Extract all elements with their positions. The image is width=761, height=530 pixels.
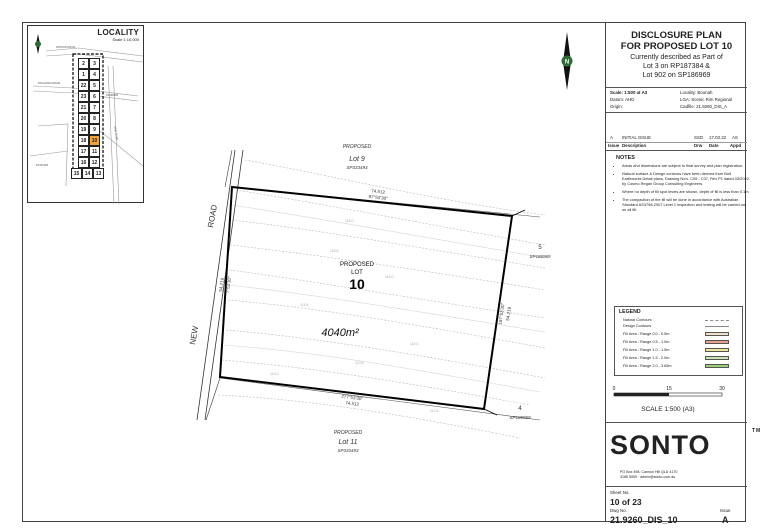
locality-lot: 21: [78, 102, 89, 113]
lot4-plan: SP186969: [509, 415, 531, 420]
locality-lot: 1: [78, 69, 89, 80]
lot11-label-plan: SP333493: [337, 448, 359, 453]
lot5-number: 5: [538, 245, 542, 251]
west-boundary-bearing: 7°53'30": [224, 276, 233, 294]
legend-fill-label: Fill Area - Range 1.0 - 1.5m: [623, 348, 670, 352]
locality-map: [27, 25, 144, 203]
revision-issue: A: [610, 135, 613, 140]
locality-road-label: SP186969: [106, 94, 119, 97]
north-boundary-bearing: 97°53'30": [368, 194, 389, 202]
scale-tick-0: 0: [612, 386, 616, 392]
locality-lot: 23: [78, 91, 89, 102]
divider: [606, 422, 747, 423]
drawing-number-value: 21.9260_DIS_10: [610, 515, 678, 525]
lot10-label-number: 10: [349, 276, 365, 292]
locality-lot: 9: [89, 124, 100, 135]
cadfile-info: Cadfile: 21.9260_DIS_A: [680, 104, 728, 109]
company-logo: [610, 428, 761, 460]
plan-description: [606, 53, 747, 80]
locality-lot: 22: [78, 80, 89, 91]
drawing-number-label: Dwg No.: [610, 508, 627, 513]
scale-bar: [606, 384, 747, 424]
legend-fill-label: Fill Area - Range 0.5 - 1.0m: [623, 340, 670, 344]
lot9-label-plan: SP333493: [346, 165, 368, 170]
plan-title-line-2: FOR PROPOSED LOT 10: [620, 41, 733, 52]
east-boundary-dist: 54.219: [505, 306, 512, 321]
locality-lot: 13: [93, 168, 104, 179]
plan-description-line-1: Currently described as Part of: [630, 54, 723, 61]
company-phone-email: 3186 5959 · admin@sonto.com.au: [620, 475, 676, 479]
sheet-number-value: 10 of 23: [610, 497, 642, 507]
locality-lot: 11: [89, 146, 100, 157]
plan-title-line-1: DISCLOSURE PLAN: [631, 30, 722, 41]
divider: [606, 486, 747, 487]
lot10-label-proposed: PROPOSED: [339, 262, 375, 268]
locality-lot: 18: [78, 135, 89, 146]
column-date: Date: [709, 143, 719, 148]
legend-natural-line: [705, 320, 729, 321]
legend-fill-swatch: [705, 356, 729, 360]
lot9-label-proposed: PROPOSED: [342, 144, 372, 150]
locality-lot: 16: [78, 157, 89, 168]
locality-lot: 20: [78, 113, 89, 124]
lot10-label-lot: LOT: [351, 270, 363, 276]
company-address: PO Box 498, Cannon Hill QLD 4170: [620, 470, 678, 474]
locality-lot: 19: [78, 124, 89, 135]
locality-lot: 3: [89, 58, 100, 69]
column-drawn: Drw: [694, 143, 703, 148]
north-arrow-icon: [562, 32, 573, 90]
column-approved: Appd: [730, 143, 742, 148]
locality-road-label: WINSOR DRIVE: [56, 46, 76, 49]
contour-label: 113.0: [270, 372, 279, 376]
locality-lot: 12: [89, 157, 100, 168]
origin-info: Origin:: [610, 104, 623, 109]
locality-north-icon: [35, 34, 41, 54]
contour-label: 112.5: [430, 409, 439, 413]
plan-title: [606, 30, 747, 52]
revision-approved: AS: [732, 135, 738, 140]
svg-text:N: N: [564, 59, 570, 66]
locality-lot: 2: [78, 58, 89, 69]
south-boundary-bearing: 277°53'30": [341, 393, 364, 402]
road-label-road: ROAD: [206, 204, 219, 229]
legend-natural-label: Natural Contours: [623, 318, 652, 322]
divider: [606, 150, 747, 151]
locality-lot: 4: [89, 69, 100, 80]
locality-scale: Scale 1:10,000: [112, 37, 139, 42]
lot-10-boundary: [220, 187, 512, 409]
legend-design-label: Design Contours: [623, 324, 652, 328]
locality-road-label: NEW ROAD: [113, 126, 119, 141]
lot4-number: 4: [518, 406, 522, 412]
divider: [606, 87, 747, 88]
road-label-new: NEW: [188, 325, 201, 346]
revision-description: INITIAL ISSUE: [622, 135, 652, 140]
sheet-number-label: Sheet No.: [610, 490, 630, 495]
locality-title: LOCALITY: [97, 28, 139, 37]
lot10-area: 4040m²: [321, 327, 359, 339]
issue-value: A: [722, 515, 729, 525]
legend-fill-swatch: [705, 332, 729, 336]
locality-lot-highlighted: 10: [89, 135, 100, 146]
divider: [606, 112, 747, 113]
contour-label: 115.0: [385, 275, 394, 279]
locality-road-label: RICHARDS DRIVE: [38, 82, 61, 85]
plan-description-line-2: Lot 3 on RP187384 &: [643, 63, 710, 70]
locality-lot: 8: [89, 113, 100, 124]
lot11-label-lot: Lot 11: [338, 439, 358, 446]
contour-label: 114.5: [300, 303, 309, 307]
legend-fill-swatch: [705, 364, 729, 368]
legend-fill-swatch: [705, 348, 729, 352]
logo-trademark: TM: [752, 428, 761, 434]
contour-label: 116.0: [345, 219, 354, 223]
revision-drawn: SSD: [694, 135, 704, 140]
legend: [614, 306, 743, 376]
scale-bar-label: SCALE 1:500 (A3): [641, 406, 695, 413]
lot11-label-proposed: PROPOSED: [333, 430, 363, 436]
column-issue: Issue: [608, 143, 620, 148]
locality-lot: 7: [89, 102, 100, 113]
legend-fill-swatch: [705, 340, 729, 344]
logo-wordmark: SONTO: [610, 430, 711, 460]
revision-date: 17.03.22: [709, 135, 727, 140]
company-contact: [620, 470, 677, 480]
locality-road-label: RP187384: [36, 164, 49, 167]
scale-tick-30: 30: [719, 386, 725, 392]
issue-label: Issue: [720, 508, 731, 513]
south-boundary-dist: 74.512: [345, 400, 360, 407]
note-item: • Natural surface & Design contours have been derived from Bolt Earthworks Detail plans, Drawing No's. C05 - C07, Rev P1 dated 03/2022, by Cosmo Regan Group Consulting Engineers.: [622, 171, 750, 186]
contour-label: 114.0: [410, 342, 419, 346]
locality-lot: 15: [71, 168, 82, 179]
west-boundary-dist: 54.219: [218, 277, 225, 292]
lga-info: LGA: Scenic Rim Regional: [680, 97, 732, 102]
contour-label: 115.5: [330, 249, 339, 253]
notes-list: [614, 163, 750, 215]
locality-info: Locality: Boonah: [680, 90, 713, 95]
note-item: • The compaction of the fill will be done in accordance with Australian Standard AS3798-2007 Level 1 inspection and testing will be carried out on all fill.: [622, 197, 750, 212]
locality-lot: 6: [89, 91, 100, 102]
legend-title: LEGEND: [619, 309, 641, 315]
note-item: • Where no depth of fill spot levels are shown, depth of fill is less than 0.1m.: [622, 189, 750, 194]
lot9-label-lot: Lot 9: [349, 156, 365, 163]
legend-fill-label: Fill Area - Range 2.0 - 3.65m: [623, 364, 672, 368]
legend-fill-label: Fill Area - Range 0.0 - 0.5m: [623, 332, 670, 336]
north-boundary-dist: 74.512: [371, 188, 386, 195]
notes-title: NOTES: [616, 155, 635, 161]
scale-tick-15: 15: [666, 386, 672, 392]
locality-lot: 14: [82, 168, 93, 179]
locality-lot: 17: [78, 146, 89, 157]
title-block: [605, 22, 761, 525]
lot5-plan: SP186969: [529, 254, 551, 259]
legend-fill-label: Fill Area - Range 1.5 - 2.0m: [623, 356, 670, 360]
scale-info: Scale: 1:500 at A3: [610, 90, 648, 95]
datum-info: Datum: AHD: [610, 97, 635, 102]
contour-label: 113.5: [355, 361, 364, 365]
note-item: • Areas and dimensions are subject to final survey and plan registration.: [622, 163, 750, 168]
plan-description-line-3: Lot 902 on SP186969: [642, 72, 711, 79]
legend-design-line: [705, 326, 729, 327]
column-description: Description: [622, 143, 647, 148]
east-boundary-bearing: 187°53'30": [497, 302, 506, 325]
locality-lot: 5: [89, 80, 100, 91]
